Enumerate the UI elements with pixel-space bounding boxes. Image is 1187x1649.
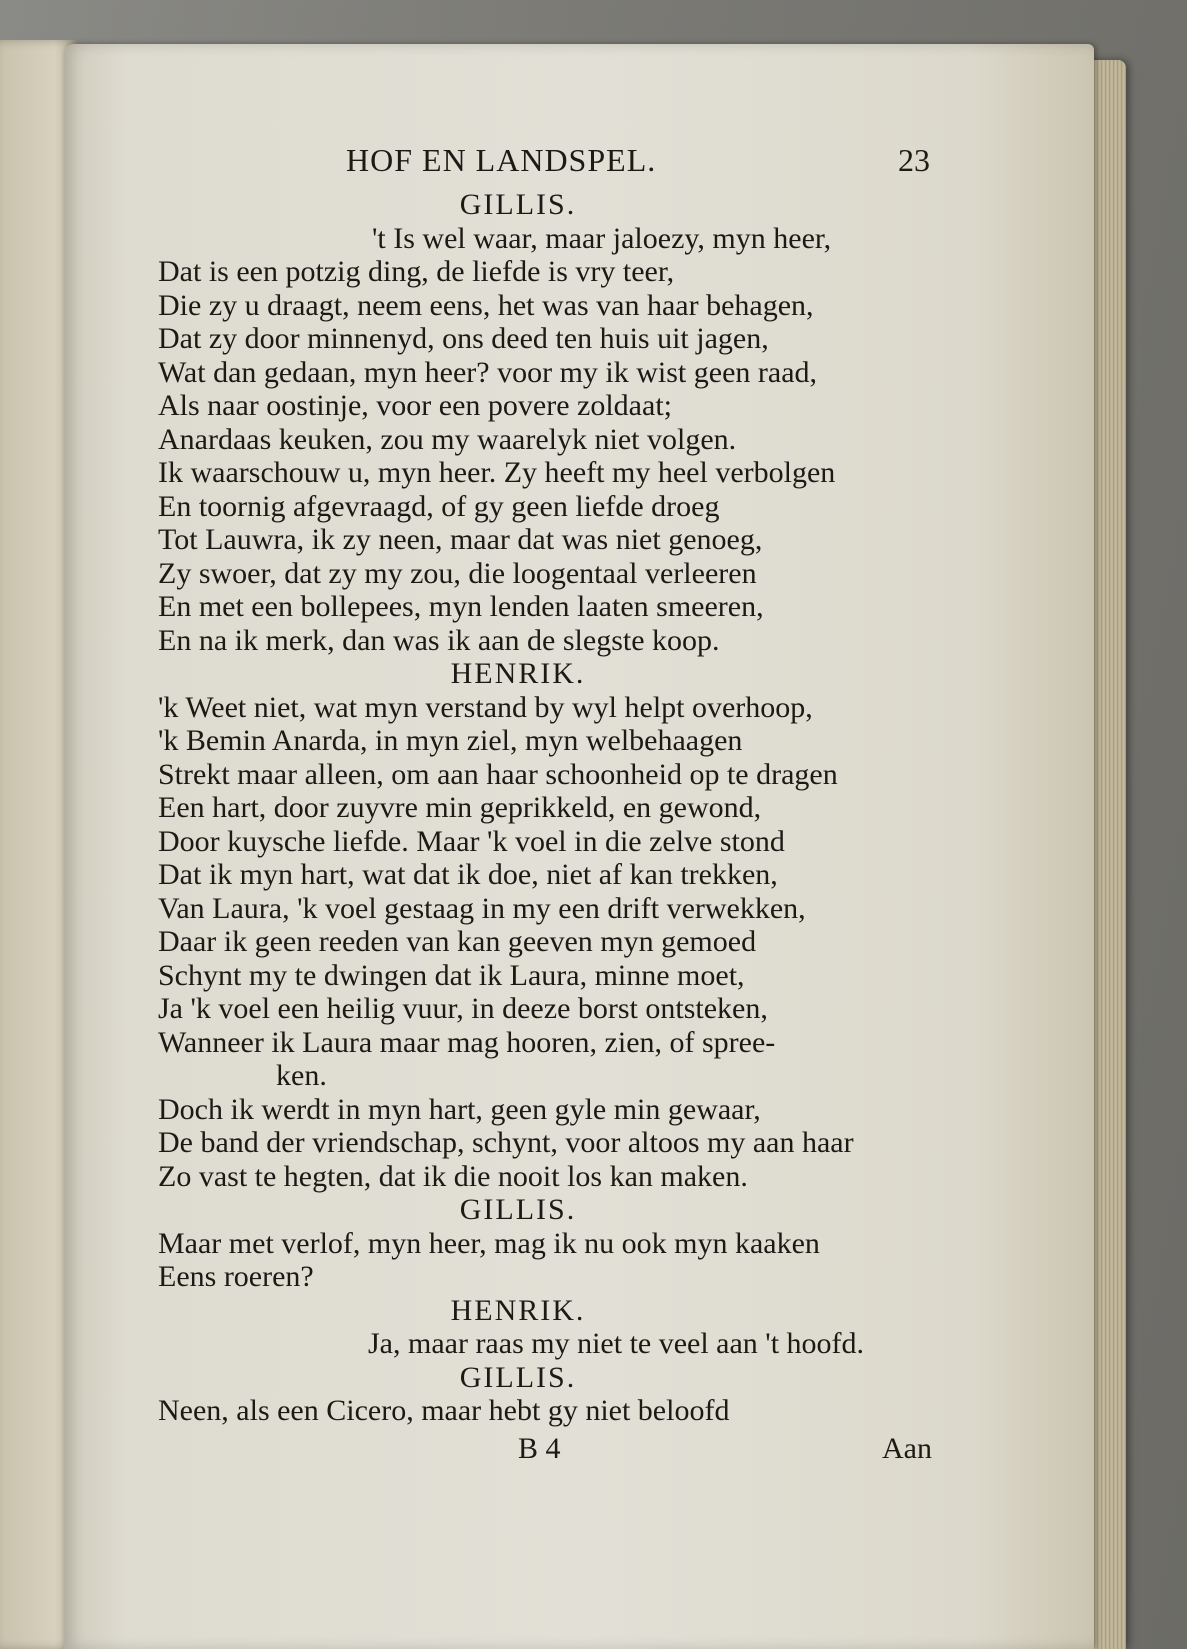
verse-line: Doch ik werdt in myn hart, geen gyle min gewaar, [158,1092,761,1126]
speaker-name: GILLIS. [459,1193,577,1226]
verse-line: Strekt maar alleen, om aan haar schoonheid op te dragen [158,757,838,791]
verse-line: 'k Bemin Anarda, in myn ziel, myn welbehaagen [158,724,743,757]
verse-line: Als naar oostinje, voor een povere zoldaat; [158,389,672,422]
verse-line: Dat zy door minnenyd, ons deed ten huis uit jagen, [158,322,769,355]
verse-line: Neen, als een Cicero, maar hebt gy niet beloofd [158,1394,730,1427]
verse-line: Door kuysche liefde. Maar 'k voel in die zelve stond [158,824,785,858]
verse-line: Een hart, door zuyvre min geprikkeld, en gewond, [158,791,762,824]
verse-line: Ja, maar raas my niet te veel aan 't hoofd. [368,1327,865,1360]
verse-line: De band der vriendschap, schynt, voor altoos my aan haar [158,1126,854,1159]
verse-line: Ik waarschouw u, myn heer. Zy heeft my heel verbolgen [158,456,836,489]
verse-line: Die zy u draagt, neem eens, het was van haar behagen, [158,288,814,322]
verse-line: ken. [276,1059,327,1092]
verse-line: Maar met verlof, myn heer, mag ik nu ook myn kaaken [158,1226,820,1260]
verse-line: En na ik merk, dan was ik aan de slegste koop. [158,623,720,657]
verse-line: En met een bollepees, myn lenden laaten smeeren, [158,590,764,623]
verse-line: 'k Weet niet, wat myn verstand by wyl helpt overhoop, [158,690,813,724]
verse-line: Ja 'k voel een heilig vuur, in deeze borst ontsteken, [158,992,768,1025]
page-text [158,142,988,1472]
verse-line: Wat dan gedaan, myn heer? voor my ik wist geen raad, [158,355,818,389]
running-title: HOF EN LANDSPEL. [346,142,657,178]
verse-line: Dat is een potzig ding, de liefde is vry teer, [158,255,675,288]
verse-line: Zo vast te hegten, dat ik die nooit los kan maken. [158,1159,748,1193]
page-header [158,142,988,188]
verse-line: Daar ik geen reeden van kan geeven myn gemoed [158,925,757,958]
verse-line: Dat ik myn hart, wat dat ik doe, niet af kan trekken, [158,858,778,891]
verse-line: 't Is wel waar, maar jaloezy, myn heer, [372,221,832,255]
speaker-name: GILLIS. [459,1360,577,1394]
verse-line: Tot Lauwra, ik zy neen, maar dat was niet genoeg, [158,523,763,556]
speaker-name: HENRIK. [450,657,586,690]
verse-line: Van Laura, 'k voel gestaag in my een drift verwekken, [158,891,806,925]
verse-line: Anardaas keuken, zou my waarelyk niet volgen. [158,422,737,456]
catchword: Aan [882,1431,932,1465]
page-footer [158,1432,988,1472]
verse-line: Zy swoer, dat zy my zou, die loogentaal verleeren [158,556,757,590]
speaker-name: HENRIK. [450,1293,586,1327]
verse-line: En toornig afgevraagd, of gy geen liefde droeg [158,489,720,523]
verse-line: Wanneer ik Laura maar mag hooren, zien, of spree- [158,1025,776,1059]
page-number: 23 [898,142,930,178]
verse-line: Eens roeren? [158,1260,314,1293]
verse-line: Schynt my te dwingen dat ik Laura, minne moet, [158,958,745,992]
signature-mark: B 4 [518,1431,561,1465]
speaker-name: GILLIS. [459,188,577,221]
